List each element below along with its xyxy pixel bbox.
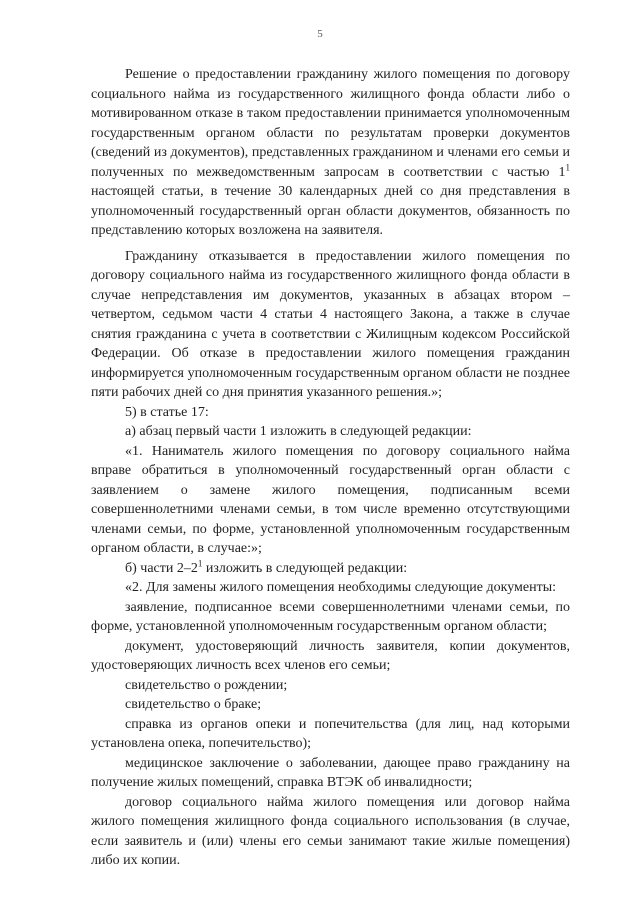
list-item-marriage-certificate: свидетельство о браке; <box>125 697 262 712</box>
list-item-guardianship-certificate: справка из органов опеки и попечительства (для лиц, над которыми установлена опека, попечительство); <box>91 716 570 751</box>
paragraph-item-b <box>91 559 570 579</box>
paragraph-required-documents: «2. Для замены жилого помещения необходимы следующие документы: <box>125 580 557 595</box>
list-item-medical-conclusion: медицинское заключение о заболевании, дающее право гражданину на получение жилых помещений, справка ВТЭК об инвалидности; <box>91 755 570 790</box>
list-item-identity-document: документ, удостоверяющий личность заявителя, копии документов, удостоверяющих личность всех членов его семьи; <box>91 638 570 673</box>
paragraph-article-17: 5) в статье 17: <box>125 404 209 420</box>
superscript: 1 <box>565 161 570 172</box>
paragraph-decision-text-b: настоящей статьи, в течение 30 календарных дней со дня представления в уполномоченный государственный орган области документов, обязанность по представлению которых возложена на заявителя. <box>91 184 570 238</box>
page-number: 5 <box>317 28 323 40</box>
paragraph-item-b-text-b: изложить в следующей редакции: <box>202 560 408 576</box>
list-item-birth-certificate: свидетельство о рождении; <box>125 677 288 693</box>
paragraph-item-b-text-a: б) части 2–2 <box>125 560 198 576</box>
superscript: 1 <box>197 557 203 568</box>
paragraph-exchange-request: «1. Наниматель жилого помещения по договору социального найма вправе обратиться в уполномоченный государственный орган области с заявлением о замене жилого помещения, подписанным всеми совершеннолетними членами семьи, в том числе временно отсутствующими членами семьи, по форме, установленной уполномоченным государственным органом области, в случае:»; <box>91 443 570 556</box>
list-item-application: заявление, подписанное всеми совершеннолетними членами семьи, по форме, установленной уполномоченным государственным органом области; <box>91 599 570 634</box>
document-body <box>91 65 570 871</box>
paragraph-decision <box>91 65 570 241</box>
paragraph-refusal: Гражданину отказывается в предоставлении жилого помещения по договору социального найма из государственного жилищного фонда области в случае непредставления им документов, указанных в абзацах втором – четвертом, седьмом части 4 статьи 4 настоящего Закона, а также в случае снятия гражданина с учета в соответствии с Жилищным кодексом Российской Федерации. Об отказе в предоставлении жилого помещения гражданин информируется уполномоченным государственным органом области не позднее пяти рабочих дней со дня принятия указанного решения.»; <box>91 248 570 400</box>
list-item-lease-agreement: договор социального найма жилого помещения или договор найма жилого помещения жилищного фонда социального использования (в случае, если заявитель и (или) члены его семьи занимают такие жилые помещения) либо их копии. <box>91 794 570 868</box>
paragraph-item-a: а) абзац первый части 1 изложить в следующей редакции: <box>125 424 472 439</box>
paragraph-decision-text-a: Решение о предоставлении гражданину жилого помещения по договору социального найма из государственного жилищного фонда области либо о мотивированном отказе в таком предоставлении принимается уполномоченным государственным органом области по результатам проверки документов (сведений из документов), представленных гражданином и членами его семьи и полученных по межведомственным запросам в соответствии с частью 1 <box>91 67 570 180</box>
